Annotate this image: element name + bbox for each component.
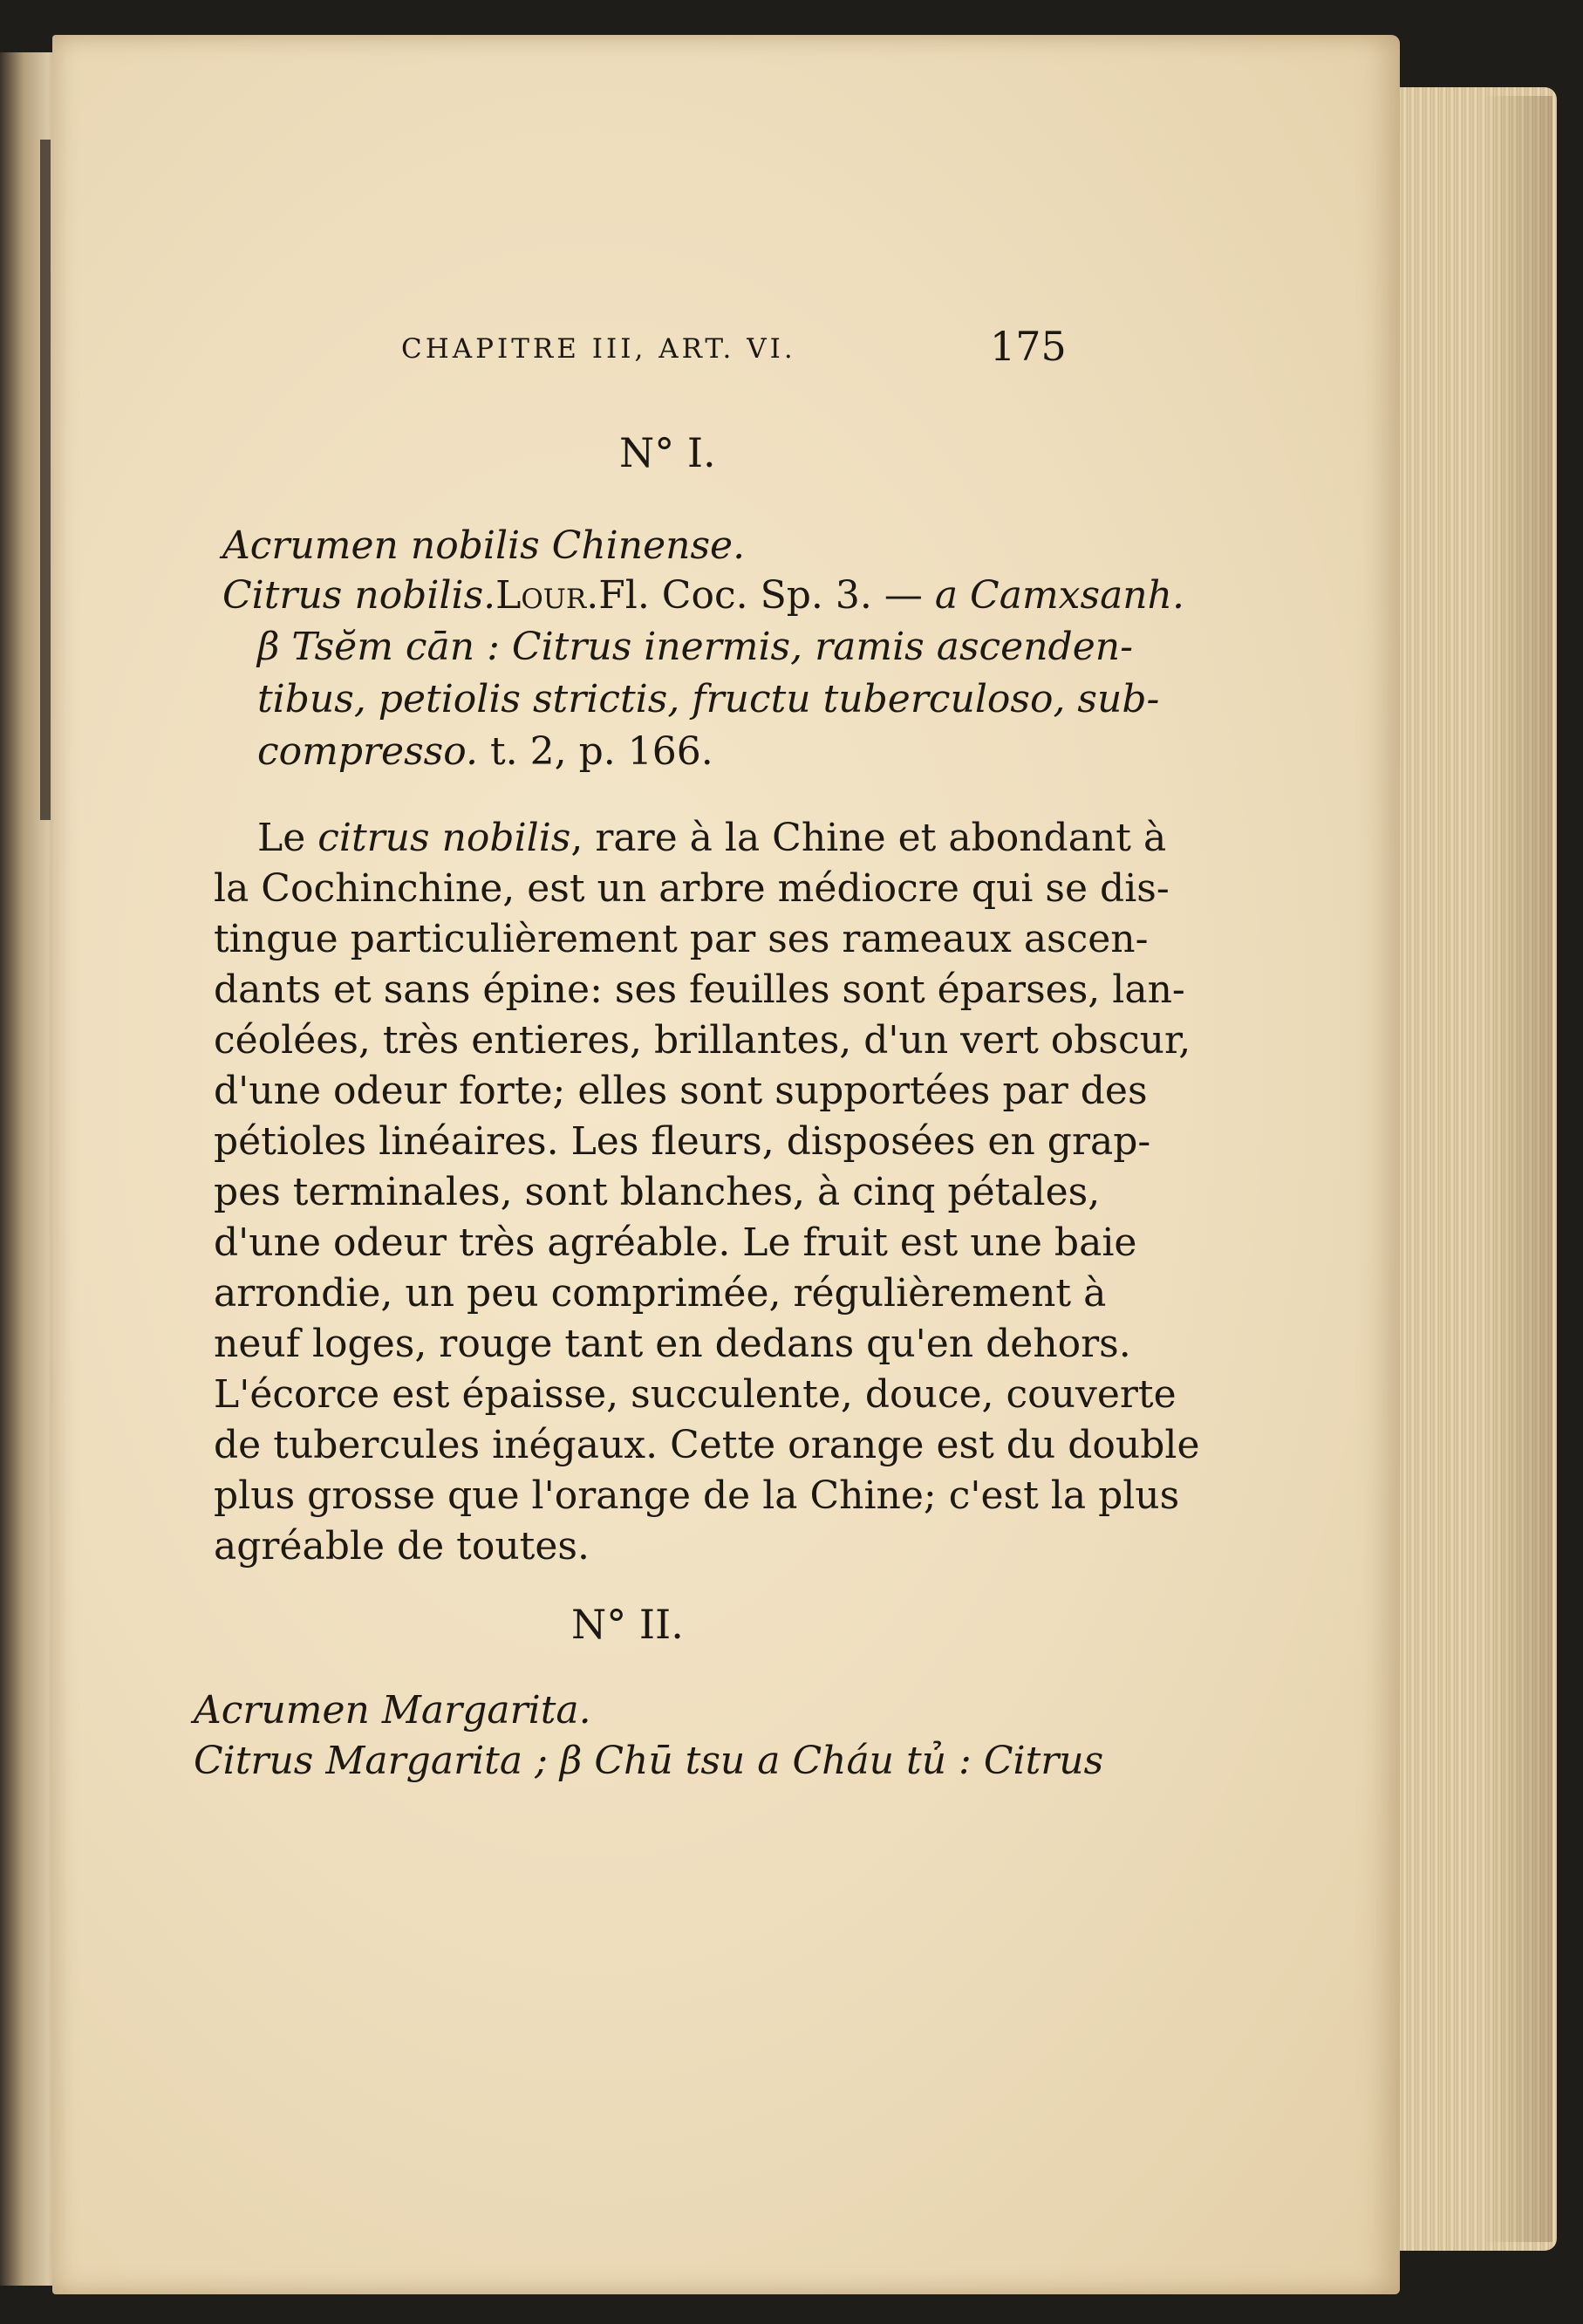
- paragraph-line-9: d'une odeur très agréable. Le fruit est une baie: [214, 1220, 1137, 1265]
- latin-species-name: Citrus nobilis.: [222, 573, 496, 618]
- paragraph-line-14: plus grosse que l'orange de la Chine; c'est la plus: [214, 1473, 1180, 1518]
- citation: Fl. Coc. Sp. 3. —: [598, 573, 935, 618]
- paragraph-line-10: arrondie, un peu comprimée, régulièrement à: [214, 1271, 1107, 1316]
- book-page: [52, 35, 1400, 2294]
- paragraph-line-3: tingue particulièrement par ses rameaux ascen-: [214, 917, 1149, 961]
- page-stack-shadow: [1483, 96, 1552, 2242]
- paragraph-line-13: de tubercules inégaux. Cette orange est du double: [214, 1423, 1200, 1467]
- paragraph-line-7: pétioles linéaires. Les fleurs, disposées en grap-: [214, 1119, 1151, 1164]
- latin-line-5: [257, 729, 713, 774]
- latin-word: compresso.: [257, 729, 478, 774]
- author-abbrev: Lour.: [495, 573, 599, 618]
- paragraph-text: , rare à la Chine et abondant à: [570, 816, 1167, 860]
- paragraph-line-12: L'écorce est épaisse, succulente, douce, couverte: [214, 1372, 1177, 1417]
- latin-line-7: Citrus Margarita ; β Chū tsu a Cháu tủ : Citrus: [194, 1739, 1104, 1783]
- paragraph-line-2: la Cochinchine, est un arbre médiocre qui se dis-: [214, 866, 1170, 911]
- paragraph-text: Le: [257, 816, 318, 860]
- paragraph-line-11: neuf loges, rouge tant en dedans qu'en dehors.: [214, 1322, 1131, 1366]
- section-heading-2: N° II.: [571, 1601, 684, 1648]
- paragraph-line-8: pes terminales, sont blanches, à cinq pétales,: [214, 1170, 1101, 1214]
- page-number: 175: [990, 323, 1067, 370]
- citation-ref: t. 2, p. 166.: [477, 729, 713, 774]
- paragraph-line-5: céolées, très entieres, brillantes, d'un vert obscur,: [214, 1018, 1191, 1063]
- vernacular-name: a Camxsanh.: [934, 573, 1184, 618]
- paragraph-line-15: agréable de toutes.: [214, 1524, 590, 1569]
- latin-line-6: Acrumen Margarita.: [194, 1688, 591, 1733]
- section-heading-1: N° I.: [619, 429, 716, 476]
- latin-line-4: tibus, petiolis strictis, fructu tuberculoso, sub-: [257, 677, 1160, 721]
- paragraph-line-6: d'une odeur forte; elles sont supportées par des: [214, 1069, 1148, 1113]
- paragraph-line-1: [257, 816, 1166, 860]
- latin-line-1: Acrumen nobilis Chinense.: [222, 523, 746, 568]
- paragraph-line-4: dants et sans épine: ses feuilles sont éparses, lan-: [214, 967, 1185, 1012]
- species-italic: citrus nobilis: [317, 816, 571, 860]
- latin-line-3: β Tsĕm cān : Citrus inermis, ramis ascenden-: [257, 625, 1133, 669]
- latin-line-2: [222, 573, 1184, 618]
- binding-gutter: [40, 140, 51, 820]
- running-head: CHAPITRE III, ART. VI.: [401, 333, 796, 365]
